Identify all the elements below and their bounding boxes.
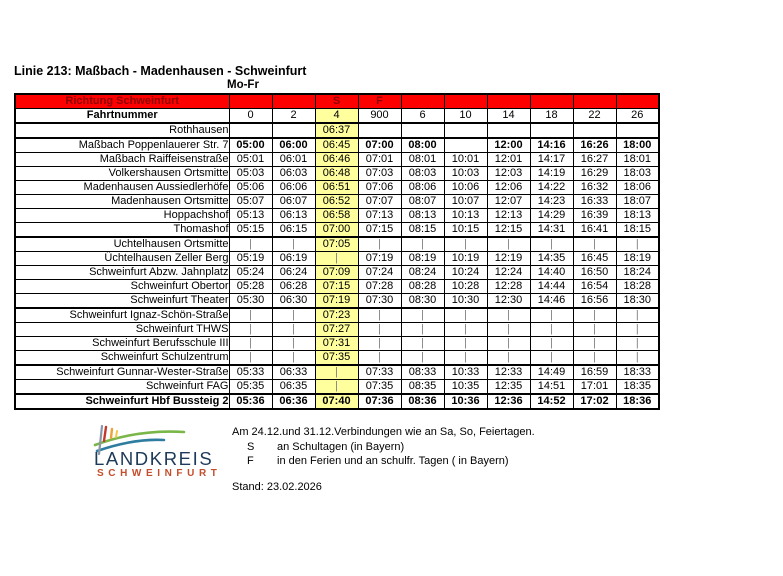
no-stop-marker: | <box>229 337 272 351</box>
no-stop-marker: | <box>573 337 616 351</box>
no-stop-marker: | <box>530 323 573 337</box>
trip-number: 22 <box>573 109 616 124</box>
time-cell: 07:24 <box>358 266 401 280</box>
station-name: Madenhausen Aussiedlerhöfe <box>15 181 229 195</box>
no-stop-marker: | <box>358 323 401 337</box>
time-cell: 06:15 <box>272 223 315 238</box>
time-cell: 12:15 <box>487 223 530 238</box>
time-cell <box>487 123 530 138</box>
time-cell: 08:13 <box>401 209 444 223</box>
time-cell: 05:24 <box>229 266 272 280</box>
no-stop-marker: | <box>616 237 659 252</box>
trip-number: 6 <box>401 109 444 124</box>
time-cell: 05:30 <box>229 294 272 309</box>
time-cell: 05:06 <box>229 181 272 195</box>
time-cell: 05:36 <box>229 394 272 409</box>
time-cell: 05:01 <box>229 153 272 167</box>
time-cell: 05:35 <box>229 380 272 395</box>
time-cell: 06:00 <box>272 138 315 153</box>
time-cell: 06:19 <box>272 252 315 266</box>
time-cell: 17:02 <box>573 394 616 409</box>
time-cell <box>272 123 315 138</box>
time-cell: 05:28 <box>229 280 272 294</box>
time-cell: 10:13 <box>444 209 487 223</box>
station-name: Schweinfurt Theater <box>15 294 229 309</box>
time-cell: 16:26 <box>573 138 616 153</box>
stand-date: Stand: 23.02.2026 <box>232 481 322 493</box>
no-stop-marker: | <box>487 351 530 366</box>
no-stop-marker: | <box>358 351 401 366</box>
time-cell: 07:35 <box>315 351 358 366</box>
time-cell: 07:30 <box>358 294 401 309</box>
time-cell: 06:51 <box>315 181 358 195</box>
time-cell: 07:19 <box>358 252 401 266</box>
time-cell: 14:52 <box>530 394 573 409</box>
time-cell: 05:15 <box>229 223 272 238</box>
time-cell: 07:36 <box>358 394 401 409</box>
header-cell <box>616 94 659 109</box>
time-cell: 18:30 <box>616 294 659 309</box>
time-cell: 07:40 <box>315 394 358 409</box>
time-cell: 18:01 <box>616 153 659 167</box>
time-cell: 12:30 <box>487 294 530 309</box>
time-cell: 14:31 <box>530 223 573 238</box>
time-cell: 18:19 <box>616 252 659 266</box>
station-name: Volkershausen Ortsmitte <box>15 167 229 181</box>
station-name: Uchtelhausen Ortsmitte <box>15 237 229 252</box>
legend-key-f: F <box>247 455 254 467</box>
station-name: Schweinfurt Gunnar-Wester-Straße <box>15 365 229 380</box>
no-stop-marker: | <box>487 323 530 337</box>
no-stop-marker: | <box>444 237 487 252</box>
header-cell <box>573 94 616 109</box>
no-stop-marker: | <box>229 308 272 323</box>
time-cell: 10:28 <box>444 280 487 294</box>
no-stop-marker: | <box>358 308 401 323</box>
no-stop-marker: | <box>530 337 573 351</box>
time-cell: 14:46 <box>530 294 573 309</box>
time-cell: 07:15 <box>358 223 401 238</box>
station-name: Schweinfurt FAG <box>15 380 229 395</box>
time-cell: 16:56 <box>573 294 616 309</box>
time-cell: 07:00 <box>315 223 358 238</box>
time-cell: 18:24 <box>616 266 659 280</box>
station-name: Schweinfurt Ignaz-Schön-Straße <box>15 308 229 323</box>
no-stop-marker: | <box>315 365 358 380</box>
logo-text-landkreis: LANDKREIS <box>94 448 214 469</box>
time-cell: 07:23 <box>315 308 358 323</box>
no-stop-marker: | <box>272 237 315 252</box>
time-cell: 16:50 <box>573 266 616 280</box>
no-stop-marker: | <box>530 351 573 366</box>
time-cell: 18:00 <box>616 138 659 153</box>
time-cell: 07:27 <box>315 323 358 337</box>
station-name: Schweinfurt Schulzentrum <box>15 351 229 366</box>
page-title: Linie 213: Maßbach - Madenhausen - Schweinfurt <box>14 64 307 78</box>
time-cell <box>358 123 401 138</box>
time-cell: 07:35 <box>358 380 401 395</box>
time-cell: 12:06 <box>487 181 530 195</box>
no-stop-marker: | <box>272 308 315 323</box>
no-stop-marker: | <box>487 308 530 323</box>
no-stop-marker: | <box>272 323 315 337</box>
time-cell: 12:36 <box>487 394 530 409</box>
time-cell: 08:24 <box>401 266 444 280</box>
time-cell: 06:45 <box>315 138 358 153</box>
trip-number: 0 <box>229 109 272 124</box>
time-cell: 07:13 <box>358 209 401 223</box>
time-cell: 10:36 <box>444 394 487 409</box>
time-cell: 16:41 <box>573 223 616 238</box>
time-cell: 12:13 <box>487 209 530 223</box>
no-stop-marker: | <box>358 337 401 351</box>
no-stop-marker: | <box>229 237 272 252</box>
direction-header: Richtung Schweinfurt <box>15 94 229 109</box>
holiday-note: Am 24.12.und 31.12.Verbindungen wie an Sa, So, Feiertagen. <box>232 426 535 438</box>
no-stop-marker: | <box>401 337 444 351</box>
time-cell <box>444 138 487 153</box>
time-cell: 08:01 <box>401 153 444 167</box>
station-name: Thomashof <box>15 223 229 238</box>
time-cell <box>616 123 659 138</box>
time-cell: 14:16 <box>530 138 573 153</box>
time-cell: 10:35 <box>444 380 487 395</box>
station-name: Schweinfurt THWS <box>15 323 229 337</box>
no-stop-marker: | <box>444 323 487 337</box>
no-stop-marker: | <box>487 237 530 252</box>
trip-number: 18 <box>530 109 573 124</box>
station-name: Maßbach Raiffeisenstraße <box>15 153 229 167</box>
trip-number: 900 <box>358 109 401 124</box>
time-cell: 06:33 <box>272 365 315 380</box>
time-cell: 18:06 <box>616 181 659 195</box>
legend-key-s: S <box>247 441 255 453</box>
time-cell: 10:01 <box>444 153 487 167</box>
time-cell: 12:35 <box>487 380 530 395</box>
time-cell: 08:15 <box>401 223 444 238</box>
timetable <box>14 93 660 410</box>
time-cell: 10:07 <box>444 195 487 209</box>
time-cell: 10:15 <box>444 223 487 238</box>
time-cell: 07:05 <box>315 237 358 252</box>
time-cell: 16:32 <box>573 181 616 195</box>
station-name: Hoppachshof <box>15 209 229 223</box>
service-tag-f: F <box>358 94 401 109</box>
station-name: Rothhausen <box>15 123 229 138</box>
header-cell <box>229 94 272 109</box>
time-cell: 16:29 <box>573 167 616 181</box>
time-cell: 18:15 <box>616 223 659 238</box>
time-cell: 12:28 <box>487 280 530 294</box>
time-cell: 18:33 <box>616 365 659 380</box>
header-cell <box>530 94 573 109</box>
time-cell: 05:19 <box>229 252 272 266</box>
time-cell: 18:35 <box>616 380 659 395</box>
time-cell: 06:06 <box>272 181 315 195</box>
no-stop-marker: | <box>573 323 616 337</box>
time-cell: 06:46 <box>315 153 358 167</box>
no-stop-marker: | <box>530 237 573 252</box>
time-cell: 07:06 <box>358 181 401 195</box>
time-cell: 12:01 <box>487 153 530 167</box>
station-name: Schweinfurt Obertor <box>15 280 229 294</box>
time-cell: 12:03 <box>487 167 530 181</box>
station-name: Schweinfurt Hbf Bussteig 2 <box>15 394 229 409</box>
trip-number: 26 <box>616 109 659 124</box>
time-cell: 08:33 <box>401 365 444 380</box>
time-cell: 18:07 <box>616 195 659 209</box>
service-tag-s: S <box>315 94 358 109</box>
time-cell: 08:30 <box>401 294 444 309</box>
time-cell: 16:45 <box>573 252 616 266</box>
time-cell: 16:39 <box>573 209 616 223</box>
time-cell: 14:23 <box>530 195 573 209</box>
station-name: Schweinfurt Abzw. Jahnplatz <box>15 266 229 280</box>
no-stop-marker: | <box>444 308 487 323</box>
time-cell: 12:07 <box>487 195 530 209</box>
time-cell: 10:03 <box>444 167 487 181</box>
time-cell: 18:36 <box>616 394 659 409</box>
time-cell: 18:28 <box>616 280 659 294</box>
no-stop-marker: | <box>573 237 616 252</box>
time-cell: 06:58 <box>315 209 358 223</box>
time-cell: 07:09 <box>315 266 358 280</box>
no-stop-marker: | <box>487 337 530 351</box>
trip-number-label: Fahrtnummer <box>15 109 229 124</box>
legend-text-s: an Schultagen (in Bayern) <box>277 441 405 453</box>
no-stop-marker: | <box>358 237 401 252</box>
no-stop-marker: | <box>401 323 444 337</box>
time-cell: 06:13 <box>272 209 315 223</box>
logo-text-schweinfurt: SCHWEINFURT <box>97 468 222 479</box>
time-cell: 05:13 <box>229 209 272 223</box>
header-cell <box>444 94 487 109</box>
time-cell <box>573 123 616 138</box>
no-stop-marker: | <box>616 351 659 366</box>
time-cell: 14:17 <box>530 153 573 167</box>
time-cell: 08:36 <box>401 394 444 409</box>
time-cell: 08:00 <box>401 138 444 153</box>
time-cell: 12:33 <box>487 365 530 380</box>
no-stop-marker: | <box>315 252 358 266</box>
time-cell: 06:52 <box>315 195 358 209</box>
time-cell: 06:36 <box>272 394 315 409</box>
time-cell: 14:51 <box>530 380 573 395</box>
time-cell: 10:30 <box>444 294 487 309</box>
time-cell: 18:03 <box>616 167 659 181</box>
time-cell <box>530 123 573 138</box>
time-cell: 16:27 <box>573 153 616 167</box>
time-cell: 10:24 <box>444 266 487 280</box>
trip-number: 4 <box>315 109 358 124</box>
time-cell: 07:03 <box>358 167 401 181</box>
time-cell: 05:07 <box>229 195 272 209</box>
legend-text-f: in den Ferien und an schulfr. Tagen ( in Bayern) <box>277 455 509 467</box>
time-cell: 07:15 <box>315 280 358 294</box>
no-stop-marker: | <box>229 351 272 366</box>
time-cell: 14:29 <box>530 209 573 223</box>
trip-number: 10 <box>444 109 487 124</box>
no-stop-marker: | <box>616 337 659 351</box>
time-cell: 08:03 <box>401 167 444 181</box>
time-cell: 08:35 <box>401 380 444 395</box>
no-stop-marker: | <box>573 308 616 323</box>
time-cell: 06:48 <box>315 167 358 181</box>
time-cell: 07:19 <box>315 294 358 309</box>
no-stop-marker: | <box>272 351 315 366</box>
time-cell: 12:24 <box>487 266 530 280</box>
station-name: Üchtelhausen Zeller Berg <box>15 252 229 266</box>
time-cell: 06:24 <box>272 266 315 280</box>
no-stop-marker: | <box>444 351 487 366</box>
trip-number: 2 <box>272 109 315 124</box>
time-cell: 06:01 <box>272 153 315 167</box>
time-cell: 07:01 <box>358 153 401 167</box>
time-cell <box>229 123 272 138</box>
time-cell: 08:06 <box>401 181 444 195</box>
time-cell: 14:44 <box>530 280 573 294</box>
no-stop-marker: | <box>401 237 444 252</box>
time-cell: 10:19 <box>444 252 487 266</box>
time-cell: 17:01 <box>573 380 616 395</box>
time-cell: 14:49 <box>530 365 573 380</box>
time-cell: 10:33 <box>444 365 487 380</box>
no-stop-marker: | <box>401 351 444 366</box>
no-stop-marker: | <box>272 337 315 351</box>
time-cell: 12:19 <box>487 252 530 266</box>
no-stop-marker: | <box>444 337 487 351</box>
time-cell: 06:03 <box>272 167 315 181</box>
time-cell <box>401 123 444 138</box>
station-name: Schweinfurt Berufsschule III <box>15 337 229 351</box>
time-cell: 16:33 <box>573 195 616 209</box>
time-cell: 06:30 <box>272 294 315 309</box>
time-cell: 16:54 <box>573 280 616 294</box>
time-cell: 07:00 <box>358 138 401 153</box>
time-cell: 07:28 <box>358 280 401 294</box>
no-stop-marker: | <box>401 308 444 323</box>
time-cell: 14:22 <box>530 181 573 195</box>
time-cell: 08:19 <box>401 252 444 266</box>
no-stop-marker: | <box>616 308 659 323</box>
no-stop-marker: | <box>530 308 573 323</box>
header-cell <box>272 94 315 109</box>
time-cell: 07:33 <box>358 365 401 380</box>
time-cell: 06:07 <box>272 195 315 209</box>
time-cell: 08:28 <box>401 280 444 294</box>
no-stop-marker: | <box>616 323 659 337</box>
time-cell: 08:07 <box>401 195 444 209</box>
station-name: Maßbach Poppenlauerer Str. 7 <box>15 138 229 153</box>
time-cell: 14:35 <box>530 252 573 266</box>
time-cell: 14:19 <box>530 167 573 181</box>
time-cell: 05:33 <box>229 365 272 380</box>
station-name: Madenhausen Ortsmitte <box>15 195 229 209</box>
time-cell: 06:28 <box>272 280 315 294</box>
time-cell: 06:37 <box>315 123 358 138</box>
time-cell: 16:59 <box>573 365 616 380</box>
header-cell <box>401 94 444 109</box>
time-cell: 10:06 <box>444 181 487 195</box>
time-cell: 06:35 <box>272 380 315 395</box>
no-stop-marker: | <box>229 323 272 337</box>
time-cell: 07:31 <box>315 337 358 351</box>
header-cell <box>487 94 530 109</box>
time-cell: 05:00 <box>229 138 272 153</box>
time-cell <box>444 123 487 138</box>
time-cell: 18:13 <box>616 209 659 223</box>
time-cell: 12:00 <box>487 138 530 153</box>
trip-number: 14 <box>487 109 530 124</box>
time-cell: 05:03 <box>229 167 272 181</box>
time-cell: 14:40 <box>530 266 573 280</box>
no-stop-marker: | <box>573 351 616 366</box>
time-cell: 07:07 <box>358 195 401 209</box>
no-stop-marker: | <box>315 380 358 395</box>
day-label: Mo-Fr <box>227 79 259 91</box>
